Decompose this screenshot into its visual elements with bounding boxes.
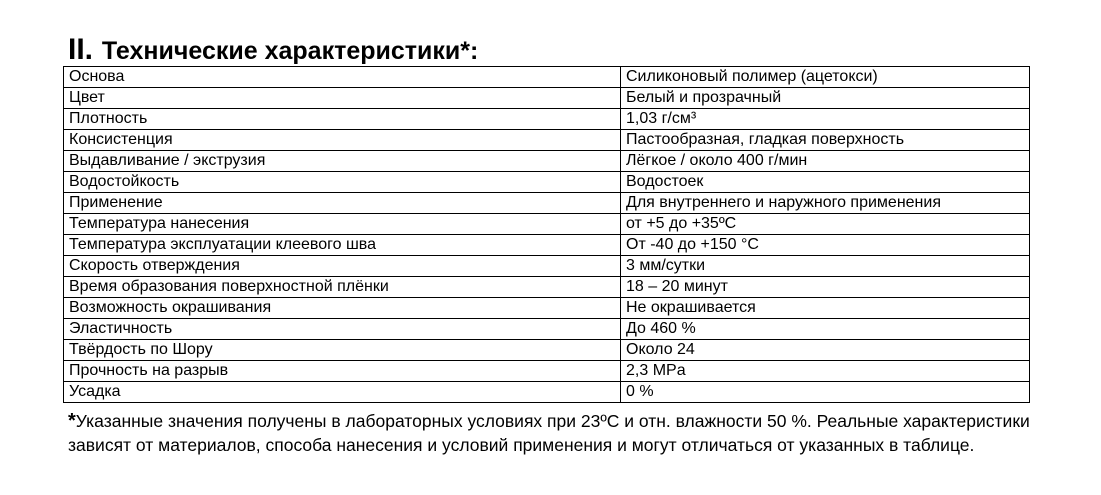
table-row: [64, 193, 1030, 214]
parameter-cell: Возможность окрашивания: [64, 298, 621, 319]
value-cell: Силиконовый полимер (ацетокси): [621, 67, 1030, 88]
value-cell: 3 мм/сутки: [621, 256, 1030, 277]
parameter-cell: Твёрдость по Шору: [64, 340, 621, 361]
section-heading: [68, 28, 478, 71]
table-row: [64, 67, 1030, 88]
footnote: [68, 409, 1058, 457]
table-row: [64, 340, 1030, 361]
table-row: [64, 361, 1030, 382]
specifications-table-body: [64, 67, 1030, 403]
specifications-table: [63, 66, 1030, 403]
parameter-cell: Выдавливание / экструзия: [64, 151, 621, 172]
value-cell: Не окрашивается: [621, 298, 1030, 319]
parameter-cell: Прочность на разрыв: [64, 361, 621, 382]
parameter-cell: Цвет: [64, 88, 621, 109]
table-row: [64, 235, 1030, 256]
table-row: [64, 319, 1030, 340]
value-cell: Водостоек: [621, 172, 1030, 193]
table-row: [64, 88, 1030, 109]
parameter-cell: Скорость отверждения: [64, 256, 621, 277]
value-cell: Белый и прозрачный: [621, 88, 1030, 109]
value-cell: 18 – 20 минут: [621, 277, 1030, 298]
table-row: [64, 214, 1030, 235]
table-row: [64, 277, 1030, 298]
parameter-cell: Применение: [64, 193, 621, 214]
table-row: [64, 151, 1030, 172]
value-cell: 1,03 г/см³: [621, 109, 1030, 130]
value-cell: Пастообразная, гладкая поверхность: [621, 130, 1030, 151]
value-cell: От -40 до +150 °С: [621, 235, 1030, 256]
parameter-cell: Плотность: [64, 109, 621, 130]
value-cell: от +5 до +35ºС: [621, 214, 1030, 235]
parameter-cell: Эластичность: [64, 319, 621, 340]
parameter-cell: Основа: [64, 67, 621, 88]
table-row: [64, 382, 1030, 403]
table-row: [64, 298, 1030, 319]
value-cell: Лёгкое / около 400 г/мин: [621, 151, 1030, 172]
value-cell: До 460 %: [621, 319, 1030, 340]
parameter-cell: Консистенция: [64, 130, 621, 151]
parameter-cell: Температура эксплуатации клеевого шва: [64, 235, 621, 256]
section-number: II.: [68, 33, 94, 66]
parameter-cell: Время образования поверхностной плёнки: [64, 277, 621, 298]
value-cell: Для внутреннего и наружного применения: [621, 193, 1030, 214]
parameter-cell: Усадка: [64, 382, 621, 403]
table-row: [64, 256, 1030, 277]
value-cell: 0 %: [621, 382, 1030, 403]
parameter-cell: Водостойкость: [64, 172, 621, 193]
footnote-text: Указанные значения получены в лабораторных условиях при 23ºС и отн. влажности 50 %. Реальные характеристики зависят от материалов, способа нанесения и условий применения и могут отличаться от указанных в таблице.: [68, 411, 1030, 455]
parameter-cell: Температура нанесения: [64, 214, 621, 235]
value-cell: 2,3 MPa: [621, 361, 1030, 382]
table-row: [64, 109, 1030, 130]
value-cell: Около 24: [621, 340, 1030, 361]
table-row: [64, 172, 1030, 193]
footnote-asterisk: *: [68, 410, 76, 432]
table-row: [64, 130, 1030, 151]
section-title: Технические характеристики*:: [101, 37, 479, 65]
